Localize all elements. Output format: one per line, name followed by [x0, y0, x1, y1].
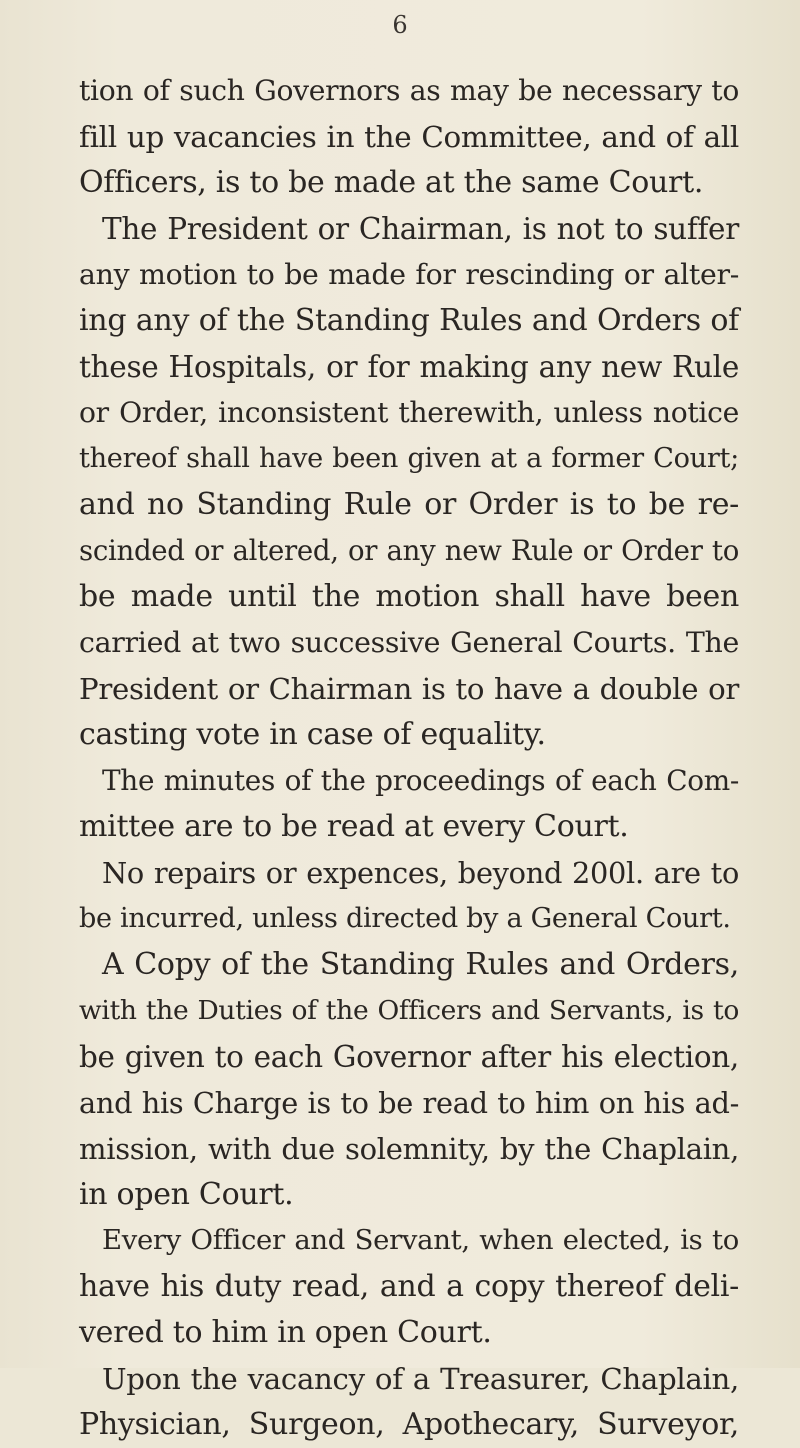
text-line: be given to each Governor after his election,	[79, 1040, 739, 1074]
text-line: A Copy of the Standing Rules and Orders,	[102, 947, 739, 982]
text-line: President or Chairman is to have a double or	[79, 672, 739, 706]
text-line: The President or Chairman, is not to suffer	[102, 212, 739, 246]
text-line: Upon the vacancy of a Treasurer, Chaplain,	[102, 1362, 739, 1396]
text-line: tion of such Governors as may be necessary to	[79, 74, 739, 107]
text-line: No repairs or expences, beyond 200l. are to	[102, 856, 739, 890]
text-line: Every Officer and Servant, when elected, is to	[102, 1225, 739, 1256]
text-line: be made until the motion shall have been	[79, 579, 739, 614]
text-line: any motion to be made for rescinding or alter-	[79, 258, 739, 291]
text-line: carried at two successive General Courts. The	[79, 626, 739, 659]
text-line: mission, with due solemnity, by the Chaplain,	[79, 1132, 739, 1166]
text-line: and no Standing Rule or Order is to be re-	[79, 487, 739, 522]
text-line: casting vote in case of equality.	[79, 717, 546, 752]
text-line: ing any of the Standing Rules and Orders of	[79, 303, 739, 338]
text-line: The minutes of the proceedings of each Com-	[102, 764, 739, 797]
page-number: 6	[392, 11, 408, 39]
body-text	[79, 68, 739, 1448]
text-line: Officers, is to be made at the same Court.	[79, 165, 704, 200]
text-line: scinded or altered, or any new Rule or Order to	[79, 534, 739, 567]
text-line: with the Duties of the Officers and Servants, is to	[79, 995, 739, 1026]
text-line: these Hospitals, or for making any new Rule	[79, 350, 739, 384]
text-line: Physician, Surgeon, Apothecary, Surveyor,	[79, 1407, 739, 1442]
text-line: and his Charge is to be read to him on his ad-	[79, 1086, 739, 1120]
text-line: have his duty read, and a copy thereof deli-	[79, 1269, 739, 1304]
text-line: vered to him in open Court.	[79, 1315, 492, 1350]
text-line: mittee are to be read at every Court.	[79, 809, 629, 844]
text-line: in open Court.	[79, 1177, 294, 1212]
text-line: or Order, inconsistent therewith, unless notice	[79, 396, 739, 429]
text-line: thereof shall have been given at a former Court;	[79, 443, 739, 474]
text-line: fill up vacancies in the Committee, and of all	[79, 120, 739, 154]
text-line: be incurred, unless directed by a General Court.	[79, 903, 731, 934]
